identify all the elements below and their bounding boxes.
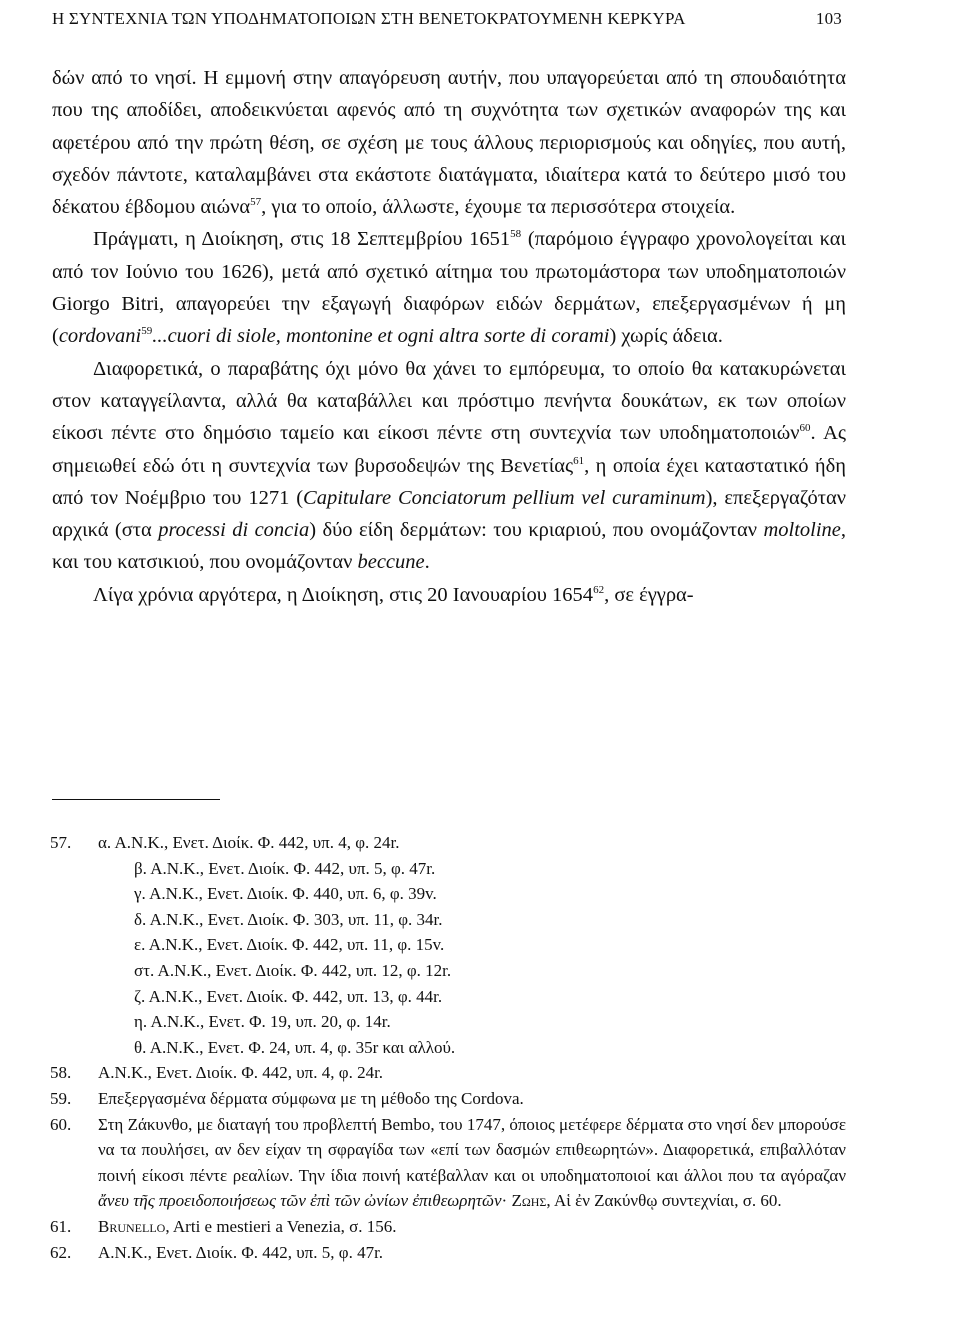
footnote-57	[50, 830, 846, 856]
footnote-sub-line: ε. Α.Ν.Κ., Ενετ. Διοίκ. Φ. 442, υπ. 11, φ. 15v.	[134, 935, 445, 955]
footnote-sub-line: β. Α.Ν.Κ., Ενετ. Διοίκ. Φ. 442, υπ. 5, φ. 47r.	[134, 858, 436, 878]
paragraph-3: Διαφορετικά, ο παραβάτης όχι μόνο θα χάνει το εμπόρευμα, το οποίο θα κατακυρώνεται στον καταγγείλαντα, αλλά θα καταβάλλει και πρόστιμο πενήντα δουκάτων, εκ των οποίων είκοσι πέντε στο δημόσιο ταμείο και είκοσι πέντε στη συντεχνία των υποδηματοποιών$^{60}$. Ας σημειωθεί εδώ ότι η συντεχνία των βυρσοδεψών της Βενετίας$^{61}$, η οποία έχει καταστατικό ήδη από τον Νοέμβριο του 1271 (Capitulare Conciatorum pellium vel curaminum), επεξεργαζόταν αρχικά (στα processi di concia) δύο είδη δερμάτων: του κριαριού, που ονομάζονταν moltoline, και του κατσικιού, που ονομάζονταν beccune.	[52, 357, 846, 574]
footnote-ref-57[interactable]: 57	[250, 196, 262, 209]
footnote-sub-line: ζ. Α.Ν.Κ., Ενετ. Διοίκ. Φ. 442, υπ. 13, φ. 44r.	[134, 986, 443, 1006]
footnote-sub-line: στ. Α.Ν.Κ., Ενετ. Διοίκ. Φ. 442, υπ. 12, φ. 12r.	[134, 960, 452, 980]
footnote-text: Brunello, Arti e mestieri a Venezia, σ. 156.	[98, 1216, 397, 1236]
footnote-sub-line: θ. Α.Ν.Κ., Ενετ. Φ. 24, υπ. 4, φ. 35r και αλλού.	[134, 1037, 456, 1057]
footnote-separator	[52, 799, 220, 800]
footnote-58	[50, 1060, 846, 1086]
footnote-text: Α.Ν.Κ., Ενετ. Διοίκ. Φ. 442, υπ. 5, φ. 47r.	[98, 1242, 384, 1262]
footnote-sub-line: δ. Α.Ν.Κ., Ενετ. Διοίκ. Φ. 303, υπ. 11, φ. 34r.	[134, 909, 443, 929]
footnote-ref-59[interactable]: 59	[141, 325, 153, 338]
footnote-sub-line: γ. Α.Ν.Κ., Ενετ. Διοίκ. Φ. 440, υπ. 6, φ. 39v.	[134, 884, 437, 904]
footnote-61	[50, 1214, 846, 1240]
footnote-text: Επεξεργασμένα δέρματα σύμφωνα με τη μέθοδο της Cordova.	[98, 1088, 524, 1108]
footnote-ref-58[interactable]: 58	[510, 228, 522, 241]
footnote-62	[50, 1240, 846, 1266]
footnote-text: Α.Ν.Κ., Ενετ. Διοίκ. Φ. 442, υπ. 4, φ. 24r.	[98, 1063, 384, 1083]
footnote-number: 60.	[50, 1114, 72, 1134]
footnote-number: 61.	[50, 1216, 72, 1236]
footnote-ref-61[interactable]: 61	[573, 454, 585, 467]
footnote-number: 62.	[50, 1242, 72, 1262]
footnote-ref-62[interactable]: 62	[593, 583, 605, 596]
page-number: 103	[815, 9, 842, 28]
footnote-number: 59.	[50, 1088, 72, 1108]
paragraph-1: δών από το νησί. Η εμμονή στην απαγόρευση αυτήν, που υπαγορεύεται από τη σπουδαιότητα που της αποδίδει, αποδεικνύεται αφενός από τη συχνότητα των σχετικών αναφορών της και αφετέρου από την πρώτη θέση, σε σχέση με τους άλλους περιορισμούς και οδηγίες, που αυτή, σχεδόν πάντοτε, καταλαμβάνει στα εκάστοτε διατάγματα, ιδιαίτερα κατά το δεύτερο μισό του δέκατου έβδομου αιώνα$^{57}$, για το οποίο, άλλωστε, έχουμε τα περισσότερα στοιχεία.	[52, 67, 846, 219]
paragraph-4: Λίγα χρόνια αργότερα, η Διοίκηση, στις 20 Ιανουαρίου 1654$^{62}$, σε έγγρα-	[93, 583, 694, 606]
paragraph-2: Πράγματι, η Διοίκηση, στις 18 Σεπτεμβρίου 1651$^{58}$ (παρόμοιο έγγραφο χρονολογείται και από τον Ιούνιο του 1626), μετά από σχετικό αίτημα του πρωτομάστορα των υποδηματοποιών Giorgo Bitri, απαγορεύει την εξαγωγή διαφόρων ειδών δερμάτων, επεξεργασμένων ή μη (cordovani$^{59}$...cuori di siole, montonine et ogni altra sorte di corami) χωρίς άδεια.	[52, 228, 847, 348]
footnotes	[50, 830, 846, 1265]
footnote-text: α. Α.Ν.Κ., Ενετ. Διοίκ. Φ. 442, υπ. 4, φ. 24r.	[98, 833, 400, 852]
running-title: Η ΣΥΝΤΕΧΝΙΑ ΤΩΝ ΥΠΟΔΗΜΑΤΟΠΟΙΩΝ ΣΤΗ ΒΕΝΕΤΟΚΡΑΤΟΥΜΕΝΗ ΚΕΡΚΥΡΑ	[52, 9, 686, 28]
footnote-59	[50, 1086, 846, 1112]
footnote-ref-60[interactable]: 60	[799, 422, 811, 435]
footnote-number: 58.	[50, 1063, 72, 1083]
body-text	[52, 62, 846, 611]
footnote-60	[50, 1112, 846, 1214]
footnote-text: Στη Ζάκυνθο, με διαταγή του προβλεπτή Bembo, του 1747, όποιος μετέφερε δέρματα στο νησί δεν μπορούσε να τα πουλήσει, αν δεν είχαν τη σφραγίδα των «επί των δασμών επιθεωρητών». Διαφορετικά, επιβαλλόταν ποινή είκοσι πέντε ρεαλίων. Την ίδια ποινή κατέβαλλαν και οι υποδηματοποιοί και άλλοι που τα αγόραζαν ἄνευ τῆς προειδοποιήσεως τῶν ἐπὶ τῶν ὠνίων ἐπιθεωρητῶν· Ζωης, Αἱ ἐν Ζακύνθῳ συντεχνίαι, σ. 60.	[98, 1114, 846, 1211]
footnote-sub-line: η. Α.Ν.Κ., Ενετ. Φ. 19, υπ. 20, φ. 14r.	[134, 1012, 391, 1032]
footnote-number: 57.	[50, 833, 72, 852]
running-header	[52, 4, 842, 34]
